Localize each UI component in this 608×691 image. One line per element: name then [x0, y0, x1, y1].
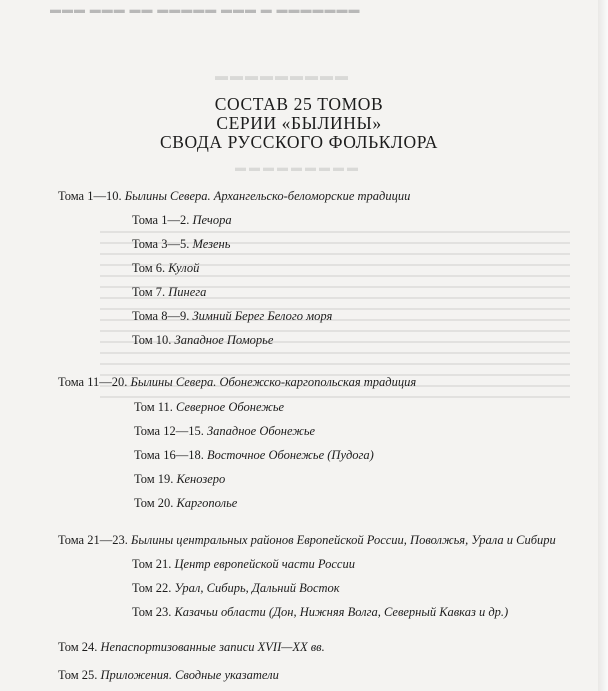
volume-number: Том 19.: [134, 472, 174, 486]
volume-title: Печора: [192, 213, 232, 227]
volume-number: Тома 1—10.: [58, 189, 122, 203]
volume-entry: [132, 309, 332, 324]
volume-entry: [132, 581, 340, 596]
volume-title: Урал, Сибирь, Дальний Восток: [174, 581, 340, 595]
volume-title: Непаспортизованные записи XVII—XX вв.: [100, 640, 325, 654]
bleed-through-text-top: ▬▬▬ ▬▬▬ ▬▬ ▬▬▬▬▬ ▬▬▬ ▬ ▬▬▬▬▬▬▬: [50, 4, 361, 16]
volume-title: Кенозеро: [176, 472, 226, 486]
volume-title: Западное Поморье: [174, 333, 274, 347]
volume-number: Тома 3—5.: [132, 237, 190, 251]
volume-number: Тома 16—18.: [134, 448, 204, 462]
volume-number: Тома 1—2.: [132, 213, 190, 227]
volume-title: Былины Севера. Обонежско-каргопольская традиция: [130, 375, 417, 389]
volume-entry: [132, 557, 355, 572]
volume-number: Тома 21—23.: [58, 533, 128, 547]
volume-number: Том 25.: [58, 668, 98, 682]
volume-entry: [134, 424, 315, 439]
volume-number: Тома 12—15.: [134, 424, 204, 438]
volume-number: Том 7.: [132, 285, 166, 299]
volume-entry: [132, 605, 508, 620]
volume-group-21-23: [58, 533, 556, 548]
volume-title: Восточное Обонежье (Пудога): [206, 448, 374, 462]
volume-number: Том 11.: [134, 400, 173, 414]
volume-title: Казачьи области (Дон, Нижняя Волга, Северный Кавказ и др.): [174, 605, 509, 619]
volume-number: Тома 11—20.: [58, 375, 128, 389]
volume-title: Кулой: [168, 261, 200, 275]
volume-number: Том 10.: [132, 333, 172, 347]
page-edge: [598, 0, 608, 691]
volume-entry: [132, 237, 230, 252]
volume-title: Каргополье: [176, 496, 238, 510]
volume-entry: [132, 213, 232, 228]
volume-number: Тома 8—9.: [132, 309, 190, 323]
volume-entry: [134, 472, 225, 487]
volume-25: [58, 668, 279, 683]
volume-title: Былины Севера. Архангельско-беломорские традиции: [124, 189, 411, 203]
volume-number: Том 20.: [134, 496, 174, 510]
volume-entry: [134, 400, 284, 415]
title-line-1: СОСТАВ 25 ТОМОВ: [214, 94, 384, 114]
volume-entry: [132, 261, 199, 276]
title-line-3: СВОДА РУССКОГО ФОЛЬКЛОРА: [159, 132, 439, 152]
volume-title: Западное Обонежье: [206, 424, 316, 438]
volume-entry: [134, 448, 374, 463]
volume-24: [58, 640, 325, 655]
volume-title: Зимний Берег Белого моря: [192, 309, 333, 323]
volume-group-11-20: [58, 375, 416, 390]
volume-group-1-10: [58, 189, 410, 204]
title-line-2: СЕРИИ «БЫЛИНЫ»: [216, 113, 382, 133]
volume-number: Том 24.: [58, 640, 98, 654]
volume-number: Том 21.: [132, 557, 172, 571]
volume-title: Центр европейской части России: [174, 557, 355, 571]
volume-title: Мезень: [192, 237, 231, 251]
volume-number: Том 6.: [132, 261, 166, 275]
bleed-through-subheading: ▬▬▬▬▬▬▬▬▬: [235, 162, 361, 174]
volume-entry: [134, 496, 237, 511]
volume-entry: [132, 333, 273, 348]
volume-title: Приложения. Сводные указатели: [100, 668, 279, 682]
volume-title: Пинега: [168, 285, 207, 299]
volume-number: Том 23.: [132, 605, 172, 619]
volume-title: Северное Обонежье: [176, 400, 285, 414]
volume-entry: [132, 285, 206, 300]
volume-number: Том 22.: [132, 581, 172, 595]
volume-title: Былины центральных районов Европейской России, Поволжья, Урала и Сибири: [130, 533, 556, 547]
bleed-through-heading: ▬▬▬▬▬▬▬▬▬: [215, 68, 350, 83]
